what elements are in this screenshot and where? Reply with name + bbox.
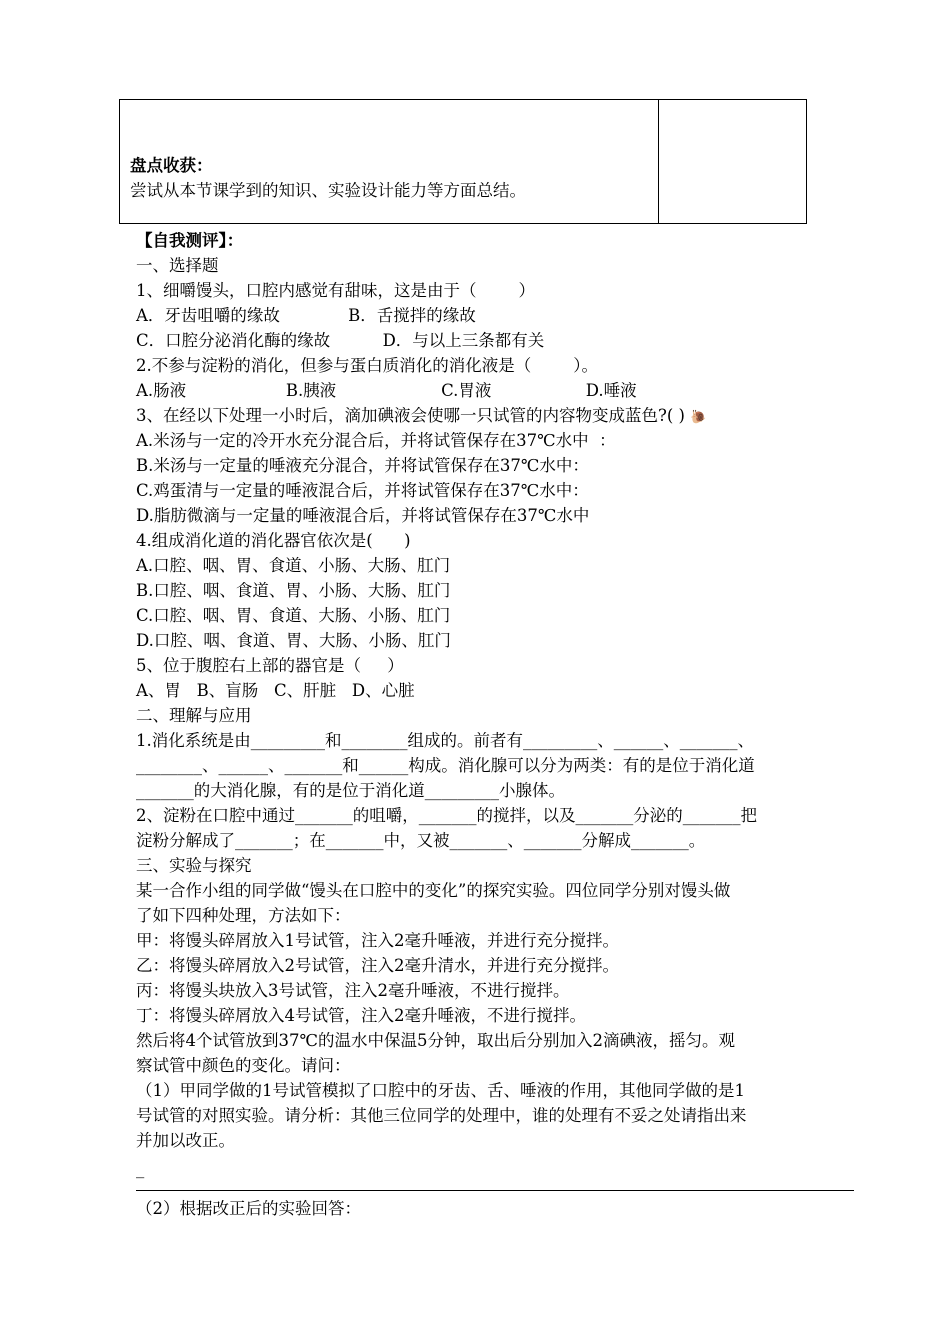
section-heading-understanding: 二、理解与应用 bbox=[136, 706, 252, 725]
sub-question-2: （2）根据改正后的实验回答： bbox=[136, 1199, 361, 1218]
sub-question-1-line-3: 并加以改正。 bbox=[136, 1131, 235, 1150]
q4-option-d: D.口腔、咽、食道、胃、大肠、小肠、肛门 bbox=[136, 631, 451, 650]
self-test-title: 【自我测评】： bbox=[136, 231, 244, 250]
summary-heading: 盘点收获： bbox=[130, 156, 213, 175]
experiment-intro-2: 了如下四种处理，方法如下： bbox=[136, 906, 351, 925]
fill-blank-1-line-1: 1.消化系统是由_________和________组成的。前者有_________、______、_______、 bbox=[136, 731, 754, 750]
question-3: 3、在经以下处理一小时后，滴加碘液会使哪一只试管的内容物变成蓝色?( ) 🐌 bbox=[136, 406, 707, 425]
summary-body: 尝试从本节课学到的知识、实验设计能力等方面总结。 bbox=[130, 181, 526, 200]
fill-blank-1-line-3: _______的大消化腺，有的是位于消化道_________小腺体。 bbox=[136, 781, 565, 800]
sub-question-1-line-1: （1）甲同学做的1号试管模拟了口腔中的牙齿、舌、唾液的作用，其他同学做的是1 bbox=[136, 1081, 745, 1100]
q3-option-c: C.鸡蛋清与一定量的唾液混合后，并将试管保存在37℃水中： bbox=[136, 481, 589, 500]
q2-options: A.肠液 B.胰液 C.胃液 D.唾液 bbox=[136, 381, 637, 400]
experiment-procedure-2: 察试管中颜色的变化。请问： bbox=[136, 1056, 351, 1075]
answer-marker: _ bbox=[136, 1159, 145, 1178]
q1-options-cd: C．口腔分泌消化酶的缘故 D．与以上三条都有关 bbox=[136, 331, 545, 350]
q4-option-c: C.口腔、咽、胃、食道、大肠、小肠、肛门 bbox=[136, 606, 451, 625]
experiment-bing: 丙：将馒头块放入3号试管，注入2毫升唾液，不进行搅拌。 bbox=[136, 981, 570, 1000]
q5-options: A、胃 B、盲肠 C、肝脏 D、心脏 bbox=[136, 681, 415, 700]
q4-option-a: A.口腔、咽、胃、食道、小肠、大肠、肛门 bbox=[136, 556, 451, 575]
section-heading-choice: 一、选择题 bbox=[136, 256, 219, 275]
fill-blank-1-line-2: ________、______、_______和______构成。消化腺可以分为两类：有的是位于消化道 bbox=[136, 756, 755, 775]
question-2: 2.不参与淀粉的消化，但参与蛋白质消化的消化液是（ ）。 bbox=[136, 356, 598, 375]
section-heading-experiment: 三、实验与探究 bbox=[136, 856, 252, 875]
snail-icon: 🐌 bbox=[690, 410, 707, 425]
question-5: 5、位于腹腔右上部的器官是（ ） bbox=[136, 656, 404, 675]
q3-option-b: B.米汤与一定量的唾液充分混合，并将试管保存在37℃水中： bbox=[136, 456, 589, 475]
experiment-intro-1: 某一合作小组的同学做“馒头在口腔中的变化”的探究实验。四位同学分别对馒头做 bbox=[136, 881, 731, 900]
q1-options-ab: A．牙齿咀嚼的缘故 B．舌搅拌的缘故 bbox=[136, 306, 476, 325]
experiment-jia: 甲：将馒头碎屑放入1号试管，注入2毫升唾液，并进行充分搅拌。 bbox=[136, 931, 619, 950]
answer-rule bbox=[136, 1190, 854, 1191]
summary-box bbox=[119, 99, 807, 224]
box-divider bbox=[658, 100, 659, 223]
question-1: 1、细嚼馒头，口腔内感觉有甜味，这是由于（ ） bbox=[136, 281, 535, 300]
experiment-yi: 乙：将馒头碎屑放入2号试管，注入2毫升清水，并进行充分搅拌。 bbox=[136, 956, 619, 975]
sub-question-1-line-2: 号试管的对照实验。请分析：其他三位同学的处理中，谁的处理有不妥之处请指出来 bbox=[136, 1106, 747, 1125]
fill-blank-2-line-1: 2、淀粉在口腔中通过_______的咀嚼，_______的搅拌，以及_______分泌的_______把 bbox=[136, 806, 757, 825]
experiment-ding: 丁：将馒头碎屑放入4号试管，注入2毫升唾液，不进行搅拌。 bbox=[136, 1006, 586, 1025]
q3-option-a: A.米汤与一定的冷开水充分混合后，并将试管保存在37℃水中 ： bbox=[136, 431, 616, 450]
fill-blank-2-line-2: 淀粉分解成了_______；在_______中，又被_______、_______分解成_______。 bbox=[136, 831, 706, 850]
q4-option-b: B.口腔、咽、食道、胃、小肠、大肠、肛门 bbox=[136, 581, 451, 600]
question-4: 4.组成消化道的消化器官依次是( ) bbox=[136, 531, 411, 550]
q3-option-d: D.脂肪微滴与一定量的唾液混合后，并将试管保存在37℃水中 bbox=[136, 506, 590, 525]
experiment-procedure-1: 然后将4个试管放到37℃的温水中保温5分钟，取出后分别加入2滴碘液，摇匀。观 bbox=[136, 1031, 735, 1050]
